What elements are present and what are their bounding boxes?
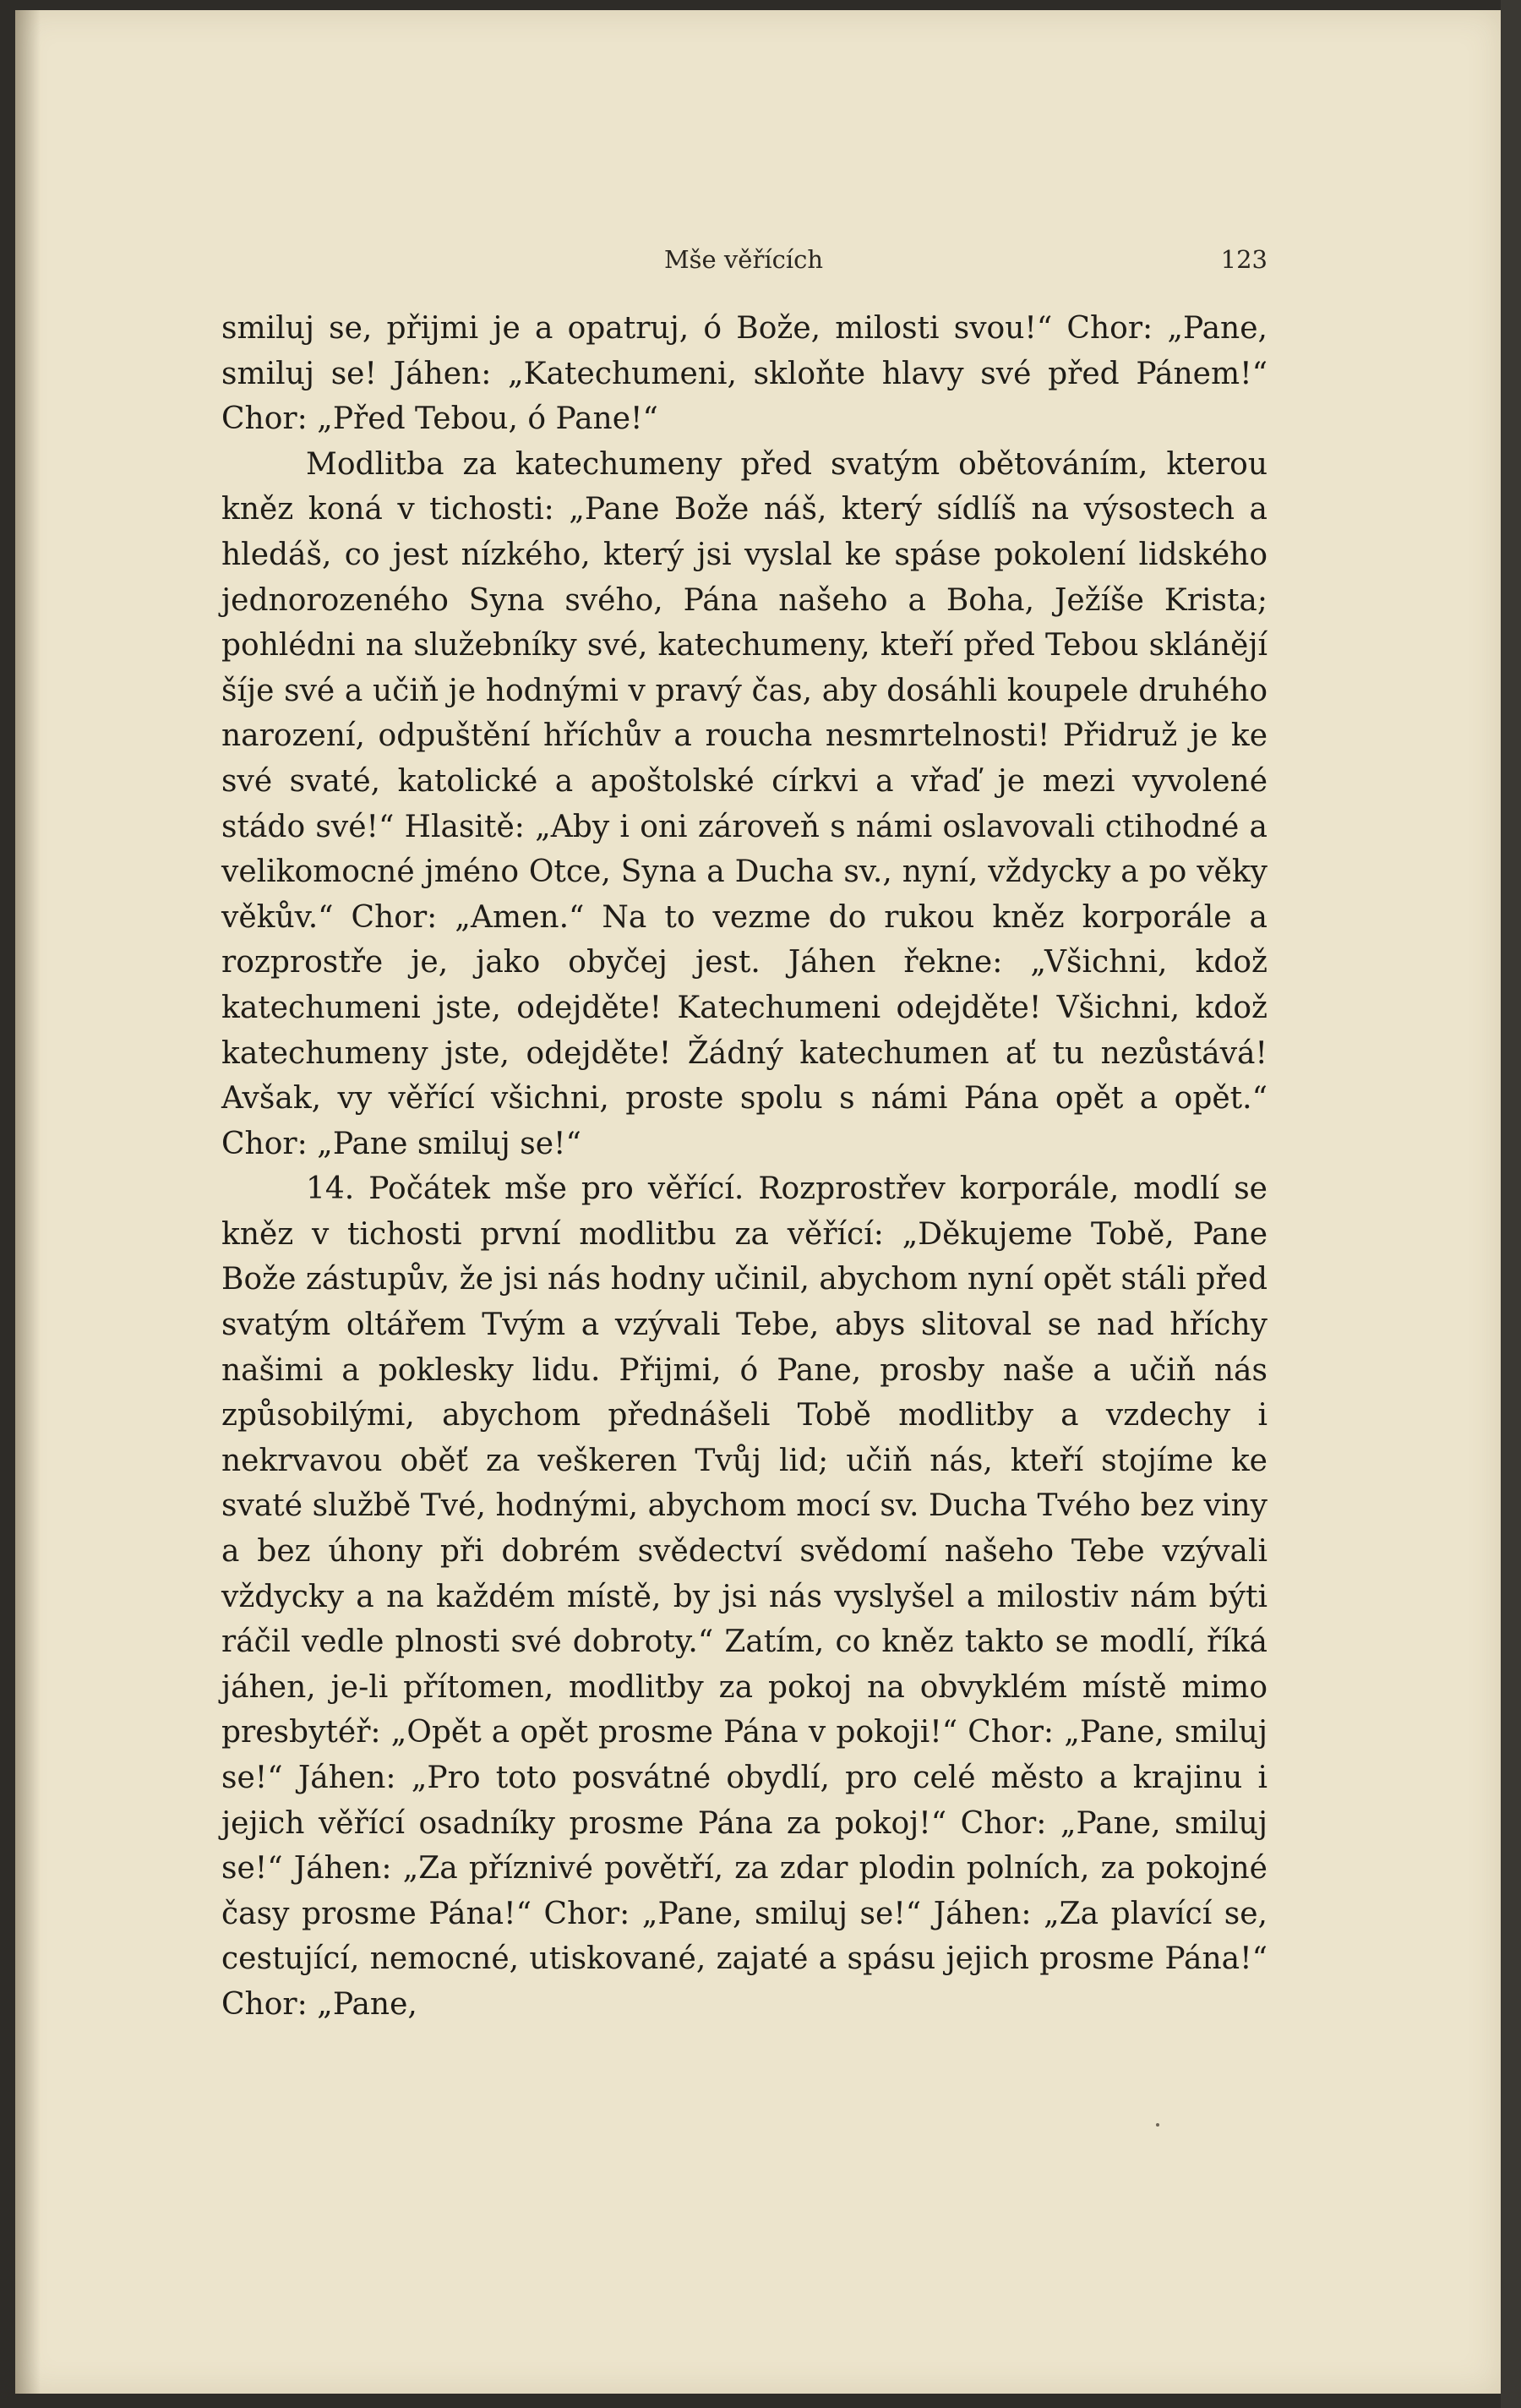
ink-speck (1156, 2123, 1159, 2127)
paragraph-continuation: smiluj se, přijmi je a opatruj, ó Bože, milosti svou!“ Chor: „Pane, smiluj se! Jáhen: „Katechumeni, skloňte hlavy své před Pánem!“ Chor: „Před Tebou, ó Pane!“ (221, 311, 1268, 437)
body-text (221, 306, 1268, 2028)
running-head-title: Mše věřících (663, 245, 824, 274)
page-number: 123 (1220, 245, 1268, 274)
paragraph-section-14: 14. Počátek mše pro věřící. Rozprostřev korporále, modlí se kněz v tichosti první modlitbu za věřící: „Děkujeme Tobě, Pane Bože zástupův, že jsi nás hodny učinil, abychom nyní opět stáli před svatým oltářem Tvým a vzývali Tebe, abys slitoval se nad hříchy našimi a poklesky lidu. Přijmi, ó Pane, prosby naše a učiň nás způsobilými, abychom přednášeli Tobě modlitby a vzdechy i nekrvavou oběť za veškeren Tvůj lid; učiň nás, kteří stojíme ke svaté službě Tvé, hodnými, abychom mocí sv. Ducha Tvého bez viny a bez úhony při dobrém svědectví svědomí našeho Tebe vzývali vždycky a na každém místě, by jsi nás vyslyšel a milostiv nám býti ráčil vedle plnosti své dobroty.“ Zatím, co kněz takto se modlí, říká jáhen, je-li přítomen, modlitby za pokoj na obvyklém místě mimo presbytéř: „Opět a opět prosme Pána v pokoji!“ Chor: „Pane, smiluj se!“ Jáhen: „Pro toto posvátné obydlí, pro celé město a krajinu i jejich věřící osadníky prosme Pána za pokoj!“ Chor: „Pane, smiluj se!“ Jáhen: „Za příznivé povětří, za zdar plodin polních, za pokojné časy prosme Pána!“ Chor: „Pane, smiluj se!“ Jáhen: „Za plavící se, cestující, nemocné, utiskované, zajaté a spásu jejich prosme Pána!“ Chor: „Pane, (221, 1171, 1268, 2022)
running-head (220, 245, 1268, 282)
page-edge (1501, 0, 1521, 2408)
gutter-shadow (15, 10, 41, 2394)
paragraph-catechumens-prayer: Modlitba za katechumeny před svatým obětováním, kterou kněz koná v tichosti: „Pane Bože náš, který sídlíš na výsostech a hledáš, co jest nízkého, který jsi vyslal ke spáse pokolení lidského jednorozeného Syna svého, Pána našeho a Boha, Ježíše Krista; pohlédni na služebníky své, katechumeny, kteří před Tebou sklánějí šíje své a učiň je hodnými v pravý čas, aby dosáhli koupele druhého narození, odpuštění hříchův a roucha nesmrtelnosti! Přidruž je ke své svaté, katolické a apoštolské církvi a vřaď je mezi vyvolené stádo své!“ Hlasitě: „Aby i oni zároveň s námi oslavovali ctihodné a velikomocné jméno Otce, Syna a Ducha sv., nyní, vždycky a po věky věkův.“ Chor: „Amen.“ Na to vezme do rukou kněz korporále a rozprostře je, jako obyčej jest. Jáhen řekne: „Všichni, kdož katechumeni jste, odejděte! Katechumeni odejděte! Všichni, kdož katechumeny jste, odejděte! Žádný katechumen ať tu nezůstává! Avšak, vy věřící všichni, proste spolu s námi Pána opět a opět.“ Chor: „Pane smiluj se!“ (221, 446, 1268, 1161)
